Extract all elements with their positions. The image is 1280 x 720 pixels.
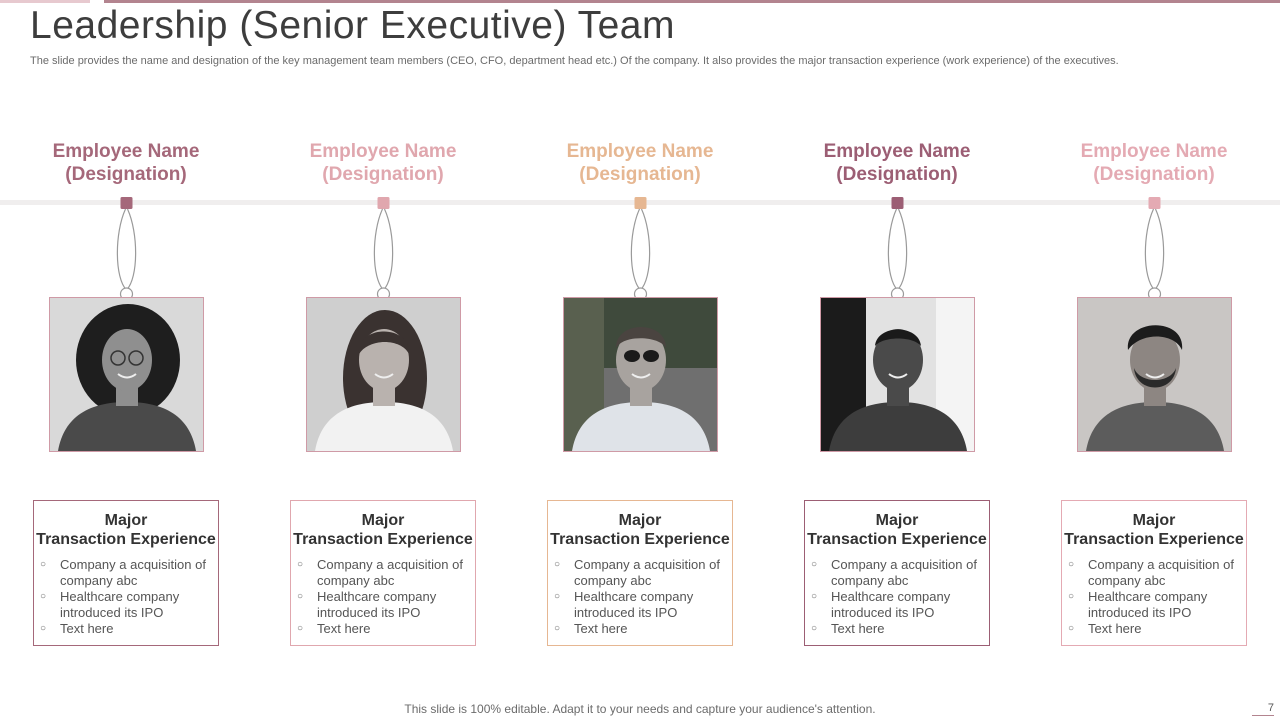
experience-list xyxy=(548,557,732,637)
employee-designation: (Designation) xyxy=(322,164,444,185)
bullet-circle-icon: ○ xyxy=(1068,591,1075,602)
employee-name xyxy=(0,140,255,186)
experience-title-line2: Transaction Experience xyxy=(807,531,987,548)
experience-title xyxy=(34,511,218,549)
bullet-circle-icon: ○ xyxy=(40,591,47,602)
experience-item-text: Text here xyxy=(60,621,114,636)
experience-item-text: Healthcare company introduced its IPO xyxy=(60,589,180,620)
member-card xyxy=(255,0,512,720)
employee-name-text: Employee Name xyxy=(566,141,714,162)
hanger-connector xyxy=(0,193,255,303)
experience-item-text: Company a acquisition of company abc xyxy=(831,557,977,588)
experience-item xyxy=(297,589,467,621)
employee-photo xyxy=(306,297,461,452)
experience-item-text: Text here xyxy=(574,621,628,636)
man-dark-sweater-photo xyxy=(821,298,974,451)
bullet-circle-icon: ○ xyxy=(297,591,304,602)
experience-title-line1: Major xyxy=(104,512,148,529)
employee-name xyxy=(769,140,1026,186)
employee-designation: (Designation) xyxy=(65,164,187,185)
employee-photo xyxy=(820,297,975,452)
experience-list xyxy=(34,557,218,637)
page-title: Leadership (Senior Executive) Team xyxy=(30,4,675,47)
employee-name-text: Employee Name xyxy=(823,141,971,162)
employee-name xyxy=(255,140,512,186)
experience-box xyxy=(804,500,990,646)
bullet-circle-icon: ○ xyxy=(811,559,818,570)
page-number: 7 xyxy=(1252,702,1274,716)
experience-item-text: Text here xyxy=(1088,621,1142,636)
hanger-string xyxy=(1145,209,1163,290)
timeline-node xyxy=(634,197,646,209)
employee-designation: (Designation) xyxy=(1093,164,1215,185)
experience-item-text: Healthcare company introduced its IPO xyxy=(1088,589,1208,620)
experience-title-line2: Transaction Experience xyxy=(293,531,473,548)
footer-note: This slide is 100% editable. Adapt it to your needs and capture your audience's attention. xyxy=(404,702,876,716)
experience-item xyxy=(1068,589,1238,621)
experience-title xyxy=(1062,511,1246,549)
experience-list xyxy=(291,557,475,637)
experience-item-text: Company a acquisition of company abc xyxy=(60,557,206,588)
experience-title-line2: Transaction Experience xyxy=(1064,531,1244,548)
experience-box xyxy=(33,500,219,646)
bullet-circle-icon: ○ xyxy=(554,591,561,602)
experience-item-text: Text here xyxy=(831,621,885,636)
employee-name-text: Employee Name xyxy=(1080,141,1228,162)
bullet-circle-icon: ○ xyxy=(811,591,818,602)
employee-designation: (Designation) xyxy=(579,164,701,185)
experience-item xyxy=(40,621,210,637)
experience-item xyxy=(811,557,981,589)
experience-item xyxy=(297,621,467,637)
hanger-string xyxy=(631,209,649,290)
member-card xyxy=(512,0,769,720)
experience-title-line2: Transaction Experience xyxy=(36,531,216,548)
employee-name-text: Employee Name xyxy=(309,141,457,162)
experience-item-text: Company a acquisition of company abc xyxy=(574,557,720,588)
timeline-node xyxy=(891,197,903,209)
experience-title-line1: Major xyxy=(618,512,662,529)
woman-curly-hair-glasses-photo xyxy=(50,298,203,451)
bullet-circle-icon: ○ xyxy=(1068,623,1075,634)
employee-photo xyxy=(563,297,718,452)
experience-title-line1: Major xyxy=(361,512,405,529)
experience-list xyxy=(1062,557,1246,637)
experience-item-text: Healthcare company introduced its IPO xyxy=(574,589,694,620)
bullet-circle-icon: ○ xyxy=(554,559,561,570)
hanger-connector xyxy=(769,193,1026,303)
woman-long-hair-photo xyxy=(307,298,460,451)
member-card xyxy=(0,0,255,720)
experience-box xyxy=(547,500,733,646)
employee-photo xyxy=(1077,297,1232,452)
experience-item-text: Healthcare company introduced its IPO xyxy=(831,589,951,620)
timeline-node xyxy=(377,197,389,209)
man-beard-photo xyxy=(1078,298,1231,451)
hanger-connector xyxy=(1026,193,1280,303)
employee-designation: (Designation) xyxy=(836,164,958,185)
experience-title-line2: Transaction Experience xyxy=(550,531,730,548)
experience-item xyxy=(554,589,724,621)
experience-item-text: Healthcare company introduced its IPO xyxy=(317,589,437,620)
experience-item xyxy=(40,589,210,621)
hanger-string xyxy=(888,209,906,290)
experience-title xyxy=(805,511,989,549)
bullet-circle-icon: ○ xyxy=(40,623,47,634)
experience-box xyxy=(1061,500,1247,646)
bullet-circle-icon: ○ xyxy=(40,559,47,570)
hanger-connector xyxy=(512,193,769,303)
employee-name-text: Employee Name xyxy=(52,141,200,162)
bullet-circle-icon: ○ xyxy=(1068,559,1075,570)
experience-box xyxy=(290,500,476,646)
experience-title-line1: Major xyxy=(875,512,919,529)
hanger-string xyxy=(117,209,135,290)
experience-item xyxy=(554,557,724,589)
experience-item-text: Company a acquisition of company abc xyxy=(317,557,463,588)
employee-name xyxy=(1026,140,1280,186)
experience-item xyxy=(811,589,981,621)
bullet-circle-icon: ○ xyxy=(297,623,304,634)
experience-item xyxy=(1068,557,1238,589)
experience-item xyxy=(297,557,467,589)
experience-item xyxy=(554,621,724,637)
experience-title xyxy=(291,511,475,549)
man-sunglasses-photo xyxy=(564,298,717,451)
member-card xyxy=(1026,0,1280,720)
experience-title xyxy=(548,511,732,549)
bullet-circle-icon: ○ xyxy=(811,623,818,634)
member-card xyxy=(769,0,1026,720)
experience-list xyxy=(805,557,989,637)
experience-item-text: Text here xyxy=(317,621,371,636)
timeline-node xyxy=(120,197,132,209)
page-subtitle: The slide provides the name and designation of the key management team members (CEO, CFO, department head etc.) Of the company. It also provides the major transaction experience (work experience) of the executives. xyxy=(30,55,1119,67)
experience-item xyxy=(40,557,210,589)
employee-photo xyxy=(49,297,204,452)
experience-item xyxy=(811,621,981,637)
hanger-string xyxy=(374,209,392,290)
bullet-circle-icon: ○ xyxy=(554,623,561,634)
employee-name xyxy=(512,140,769,186)
experience-item xyxy=(1068,621,1238,637)
bullet-circle-icon: ○ xyxy=(297,559,304,570)
timeline-node xyxy=(1148,197,1160,209)
experience-title-line1: Major xyxy=(1132,512,1176,529)
experience-item-text: Company a acquisition of company abc xyxy=(1088,557,1234,588)
hanger-connector xyxy=(255,193,512,303)
